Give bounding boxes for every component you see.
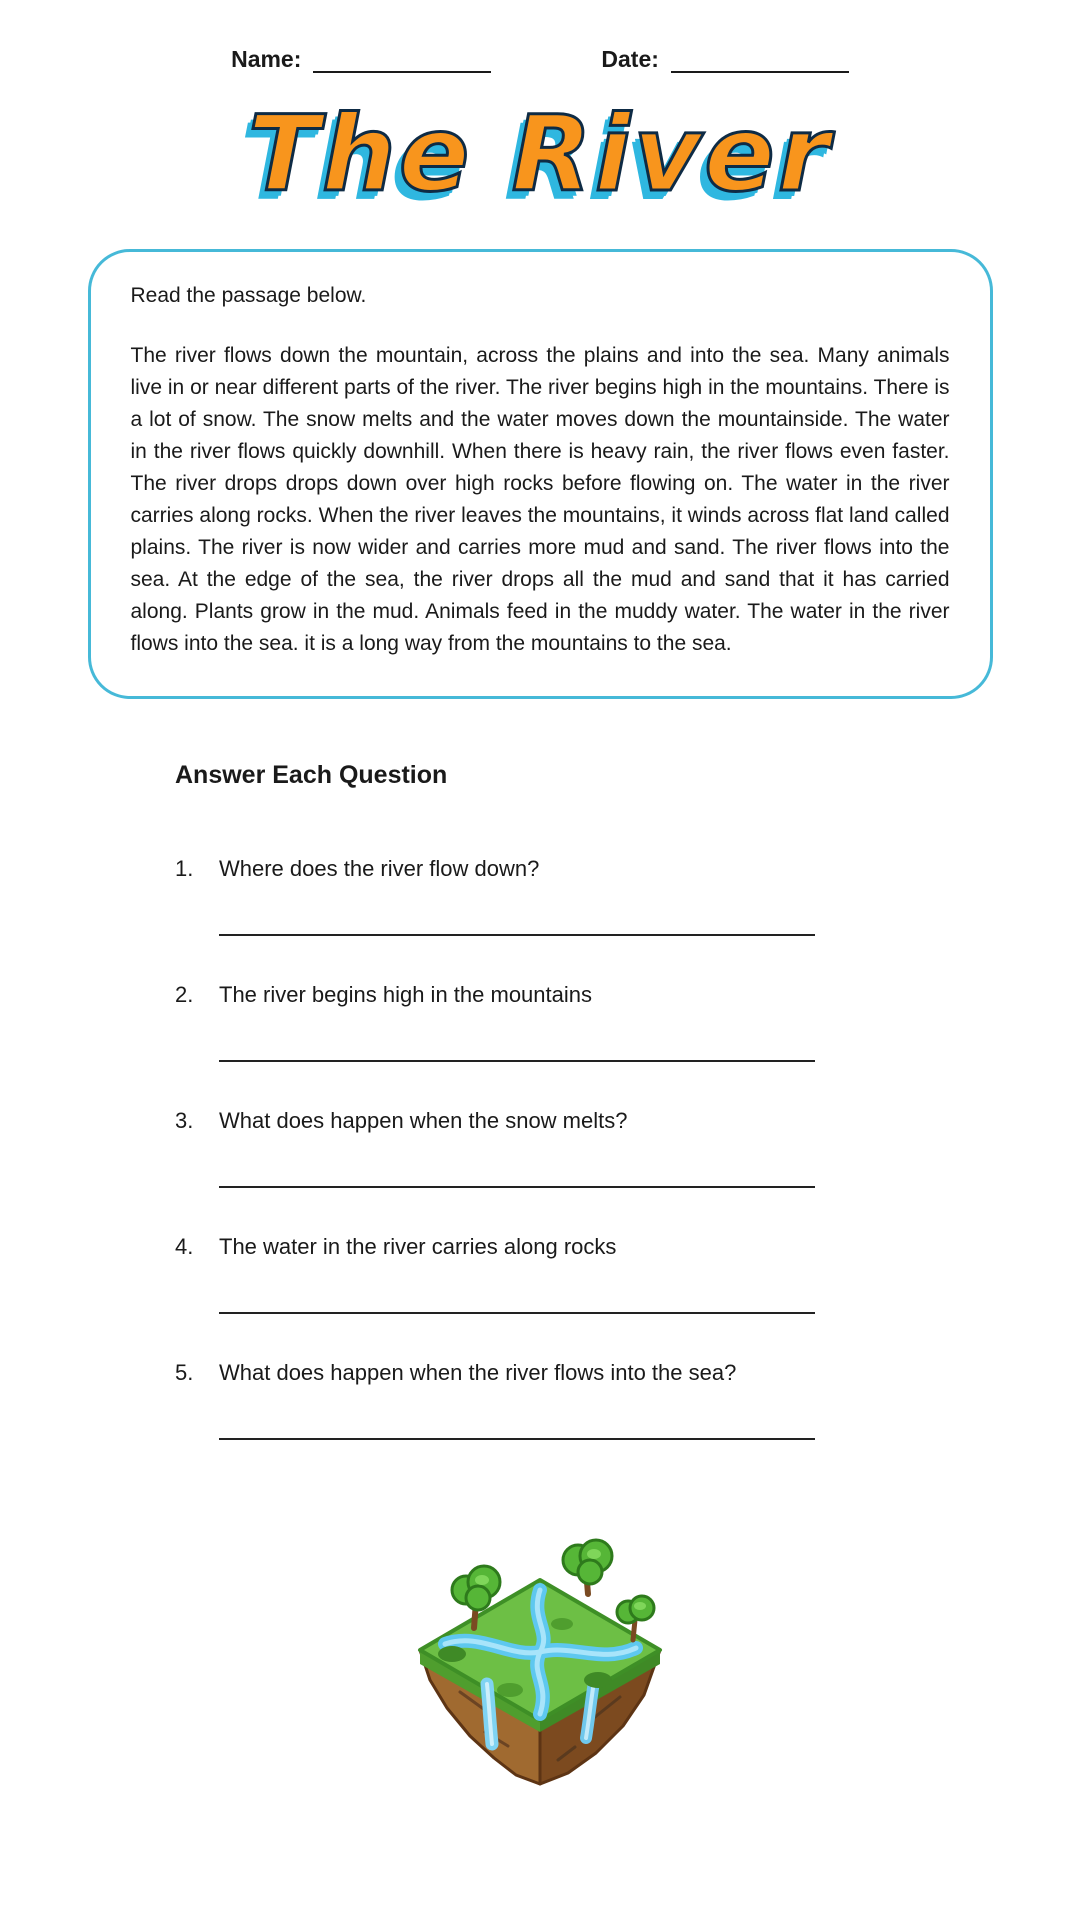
passage-body: The river flows down the mountain, across the plains and into the sea. Many animals live in or near different parts of the river. The river begins high in the mountains. There is a lot of snow. The snow melts and the water moves down the mountainside. The water in the river flows quickly downhill. When there is heavy rain, the river flows even faster. The river drops drops down over high rocks before flowing on. The water in the river carries along rocks. When the river leaves the mountains, it winds across flat land called plains. The river is now wider and carries more mud and sand. The river flows into the sea. At the edge of the sea, the river drops all the mud and sand that it has carried along. Plants grow in the mud. Animals feed in the muddy water. The water in the river flows into the sea. it is a long way from the mountains to the sea. (130, 344, 950, 655)
questions-heading: Answer Each Question (175, 761, 448, 789)
name-field (231, 46, 491, 73)
answer-line-5[interactable] (219, 1438, 815, 1440)
question-number: 5. (175, 1360, 194, 1385)
name-blank-line[interactable] (313, 49, 491, 73)
question-row (175, 1360, 875, 1386)
question-item (175, 856, 875, 936)
answer-line-1[interactable] (219, 934, 815, 936)
illustration-wrap (0, 1532, 1080, 1792)
name-label: Name: (231, 46, 302, 72)
answer-line-4[interactable] (219, 1312, 815, 1314)
question-text: The river begins high in the mountains (219, 982, 592, 1007)
question-text: What does happen when the river flows into the sea? (219, 1360, 737, 1385)
question-text: The water in the river carries along rocks (219, 1234, 617, 1259)
question-number: 4. (175, 1234, 194, 1259)
question-row (175, 856, 875, 882)
question-item (175, 1360, 875, 1440)
question-row (175, 982, 875, 1008)
name-date-row (0, 0, 1080, 73)
passage-box (88, 249, 993, 699)
question-text: Where does the river flow down? (219, 856, 540, 881)
question-item (175, 1108, 875, 1188)
question-item (175, 1234, 875, 1314)
question-text: What does happen when the snow melts? (219, 1108, 628, 1133)
page-title: The River (247, 93, 833, 215)
question-number: 2. (175, 982, 194, 1007)
answer-line-3[interactable] (219, 1186, 815, 1188)
question-number: 1. (175, 856, 194, 881)
island-illustration (390, 1532, 690, 1792)
answer-line-2[interactable] (219, 1060, 815, 1062)
date-blank-line[interactable] (671, 49, 849, 73)
question-row (175, 1108, 875, 1134)
questions-section (175, 761, 875, 1440)
title-wrap (0, 93, 1080, 215)
question-number: 3. (175, 1108, 194, 1133)
passage-instruction: Read the passage below. (130, 284, 367, 307)
date-field (601, 46, 849, 73)
question-row (175, 1234, 875, 1260)
question-item (175, 982, 875, 1062)
date-label: Date: (601, 46, 659, 72)
